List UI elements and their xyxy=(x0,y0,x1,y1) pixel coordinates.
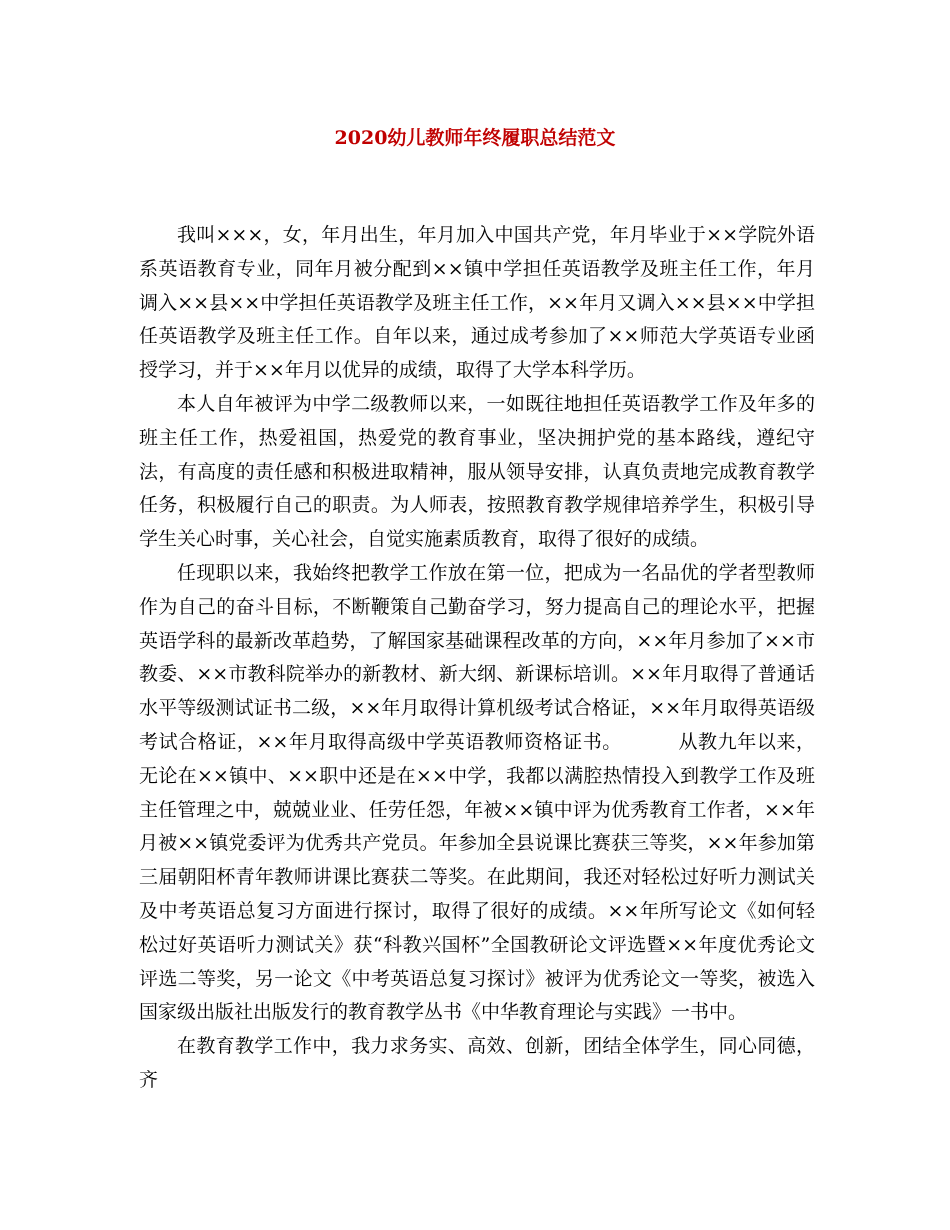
document-title: 2020幼儿教师年终履职总结范文 xyxy=(334,127,616,149)
document-body xyxy=(139,219,815,1098)
paragraph-3-4 xyxy=(139,557,815,1030)
paragraph-5: 在教育教学工作中，我力求务实、高效、创新，团结全体学生，同心同德，齐 xyxy=(139,1035,815,1091)
paragraph-3: 任现职以来，我始终把教学工作放在第一位，把成为一名品优的学者型教师作为自己的奋斗目标，不断鞭策自己勤奋学习，努力提高自己的理论水平，把握英语学科的最新改革趋势，了解国家基础课程改革的方向，××年月参加了××市教委、××市教科院举办的新教材、新大纲、新课标培训。××年月取得了普通话水平等级测试证书二级，××年月取得计算机级考试合格证，××年月取得英语级考试合格证，××年月取得高级中学英语教师资格证书。 xyxy=(139,561,815,753)
paragraph-4: 从教九年以来，无论在××镇中、××职中还是在××中学，我都以满腔热情投入到教学工作及班主任管理之中，兢兢业业、任劳任怨，年被××镇中评为优秀教育工作者，××年月被××镇党委评为优秀共产党员。年参加全县说课比赛获三等奖，××年参加第三届朝阳杯青年教师讲课比赛获二等奖。在此期间，我还对轻松过好听力测试关及中考英语总复习方面进行探讨，取得了很好的成绩。××年所写论文《如何轻松过好英语听力测试关》获“科教兴国杯”全国教研论文评选暨××年度优秀论文评选二等奖，另一论文《中考英语总复习探讨》被评为优秀论文一等奖，被选入国家级出版社出版发行的教育教学丛书《中华教育理论与实践》一书中。 xyxy=(139,730,815,1024)
paragraph-2: 本人自年被评为中学二级教师以来，一如既往地担任英语教学工作及年多的班主任工作，热爱祖国，热爱党的教育事业，坚决拥护党的基本路线，遵纪守法，有高度的责任感和积极进取精神，服从领导安排，认真负责地完成教育教学任务，积极履行自己的职责。为人师表，按照教育教学规律培养学生，积极引导学生关心时事，关心社会，自觉实施素质教育，取得了很好的成绩。 xyxy=(139,392,815,551)
paragraph-1: 我叫×××，女，年月出生，年月加入中国共产党，年月毕业于××学院外语系英语教育专业，同年月被分配到××镇中学担任英语教学及班主任工作，年月调入××县××中学担任英语教学及班主任工作，××年月又调入××县××中学担任英语教学及班主任工作。自年以来，通过成考参加了××师范大学英语专业函授学习，并于××年月以优异的成绩，取得了大学本科学历。 xyxy=(139,224,815,382)
